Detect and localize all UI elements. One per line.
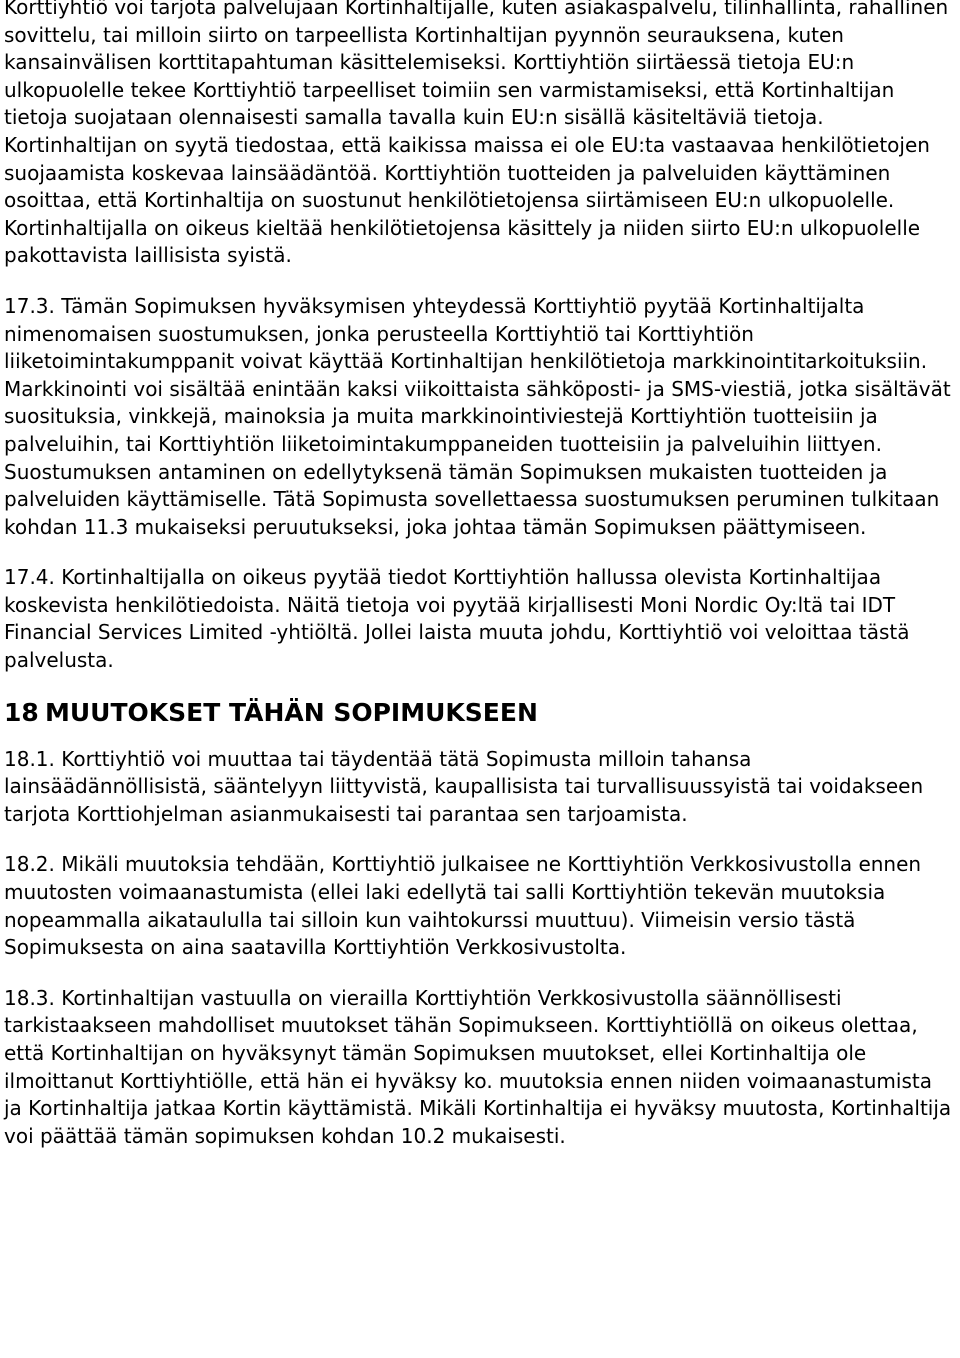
section-number: 18 xyxy=(4,697,39,727)
paragraph-17-4-access-to-personal-data: 17.4. Kortinhaltijalla on oikeus pyytää tiedot Korttiyhtiön hallussa olevista Kortinhaltijaa koskevista henkilötiedoista. Näitä tietoja voi pyytää kirjallisesti Moni Nordic Oy:ltä tai IDT Financial Services Limited -yhtiöltä. Jollei laista muuta johdu, Korttiyhtiö voi veloittaa tästä palvelusta. xyxy=(4,565,910,673)
paragraph-18-3: 18.3. Kortinhaltijan vastuulla on vierailla Korttiyhtiön Verkkosivustolla säännöllisesti tarkistaakseen mahdolliset muutokset tähän Sopimukseen. Korttiyhtiöllä on oikeus olettaa, että Kortinhaltijan on hyväksynyt tämän Sopimuksen muutokset, ellei Kortinhaltija ole ilmoittanut Korttiyhtiölle, että hän ei hyväksy ko. muutoksia ennen niiden voimaanastumista ja Kortinhaltija jatkaa Kortin käyttämistä. Mikäli Kortinhaltija ei hyväksy muutosta, Kortinhaltija voi päättää tämän sopimuksen kohdan 10.2 mukaisesti. xyxy=(4,985,952,1148)
section-title: MUUTOKSET TÄHÄN SOPIMUKSEEN xyxy=(45,697,538,727)
section-heading xyxy=(4,698,956,728)
paragraph-18-2: 18.2. Mikäli muutoksia tehdään, Korttiyhtiö julkaisee ne Korttiyhtiön Verkkosivustolla ennen muutosten voimaanastumista (ellei laki edellytä tai salli Korttiyhtiön tekevän muutoksia nopeammalla aikataululla tai silloin kun vaihtokurssi muuttuu). Viimeisin versio tästä Sopimuksesta on aina saatavilla Korttiyhtiön Verkkosivustolta. xyxy=(4,852,922,960)
paragraph-17-3-marketing-consent: 17.3. Tämän Sopimuksen hyväksymisen yhteydessä Korttiyhtiö pyytää Kortinhaltijalta nimenomaisen suostumuksen, jonka perusteella Korttiyhtiö tai Korttiyhtiön liiketoimintakumppanit voivat käyttää Kortinhaltijan henkilötietoja markkinointitarkoituksiin. Markkinointi voi sisältää enintään kaksi viikoittaista sähköposti- ja SMS-viestiä, jotka sisältävät suosituksia, vinkkejä, mainoksia ja muita markkinointiviestejä Korttiyhtiön tuotteisiin ja palveluihin, tai Korttiyhtiön liiketoimintakumppaneiden tuotteisiin ja palveluihin liittyen. Suostumuksen antaminen on edellytyksenä tämän Sopimuksen mukaisten tuotteiden ja palveluiden käyttämiselle. Tätä Sopimusta sovellettaessa suostumuksen peruminen tulkitaan kohdan 11.3 mukaiseksi peruutukseksi, joka johtaa tämän Sopimuksen päättymiseen. xyxy=(4,293,951,539)
paragraph-data-transfer-outside-eu: Korttiyhtiö voi tarjota palvelujaan Kortinhaltijalle, kuten asiakaspalvelu, tilinhallinta, rahallinen sovittelu, tai milloin siirto on tarpeellista Kortinhaltijan pyynnön seurauksena, kuten kansainvälisen korttitapahtuman käsittelemiseksi. Korttiyhtiön siirtäessä tietoja EU:n ulkopuolelle tekee Korttiyhtiö tarpeelliset toimiin sen varmistamiseksi, että Kortinhaltijan tietoja suojataan olennaisesti samalla tavalla kuin EU:n sisällä käsiteltäviä tietoja. Kortinhaltijan on syytä tiedostaa, että kaikissa maissa ei ole EU:ta vastaavaa henkilötietojen suojaamista koskevaa lainsäädäntöä. Korttiyhtiön tuotteiden ja palveluiden käyttäminen osoittaa, että Kortinhaltija on suostunut henkilötietojensa siirtämiseen EU:n ulkopuolelle. Kortinhaltijalla on oikeus kieltää henkilötietojensa käsittely ja niiden siirto EU:n ulkopuolelle pakottavista laillisista syistä. xyxy=(4,0,949,268)
paragraph-18-1: 18.1. Korttiyhtiö voi muuttaa tai täydentää tätä Sopimusta milloin tahansa lainsäädännöllisistä, sääntelyyn liittyvistä, kaupallisista tai turvallisuussyistä tai voidakseen tarjota Korttiohjelman asianmukaisesti tai parantaa sen tarjoamista. xyxy=(4,746,924,826)
